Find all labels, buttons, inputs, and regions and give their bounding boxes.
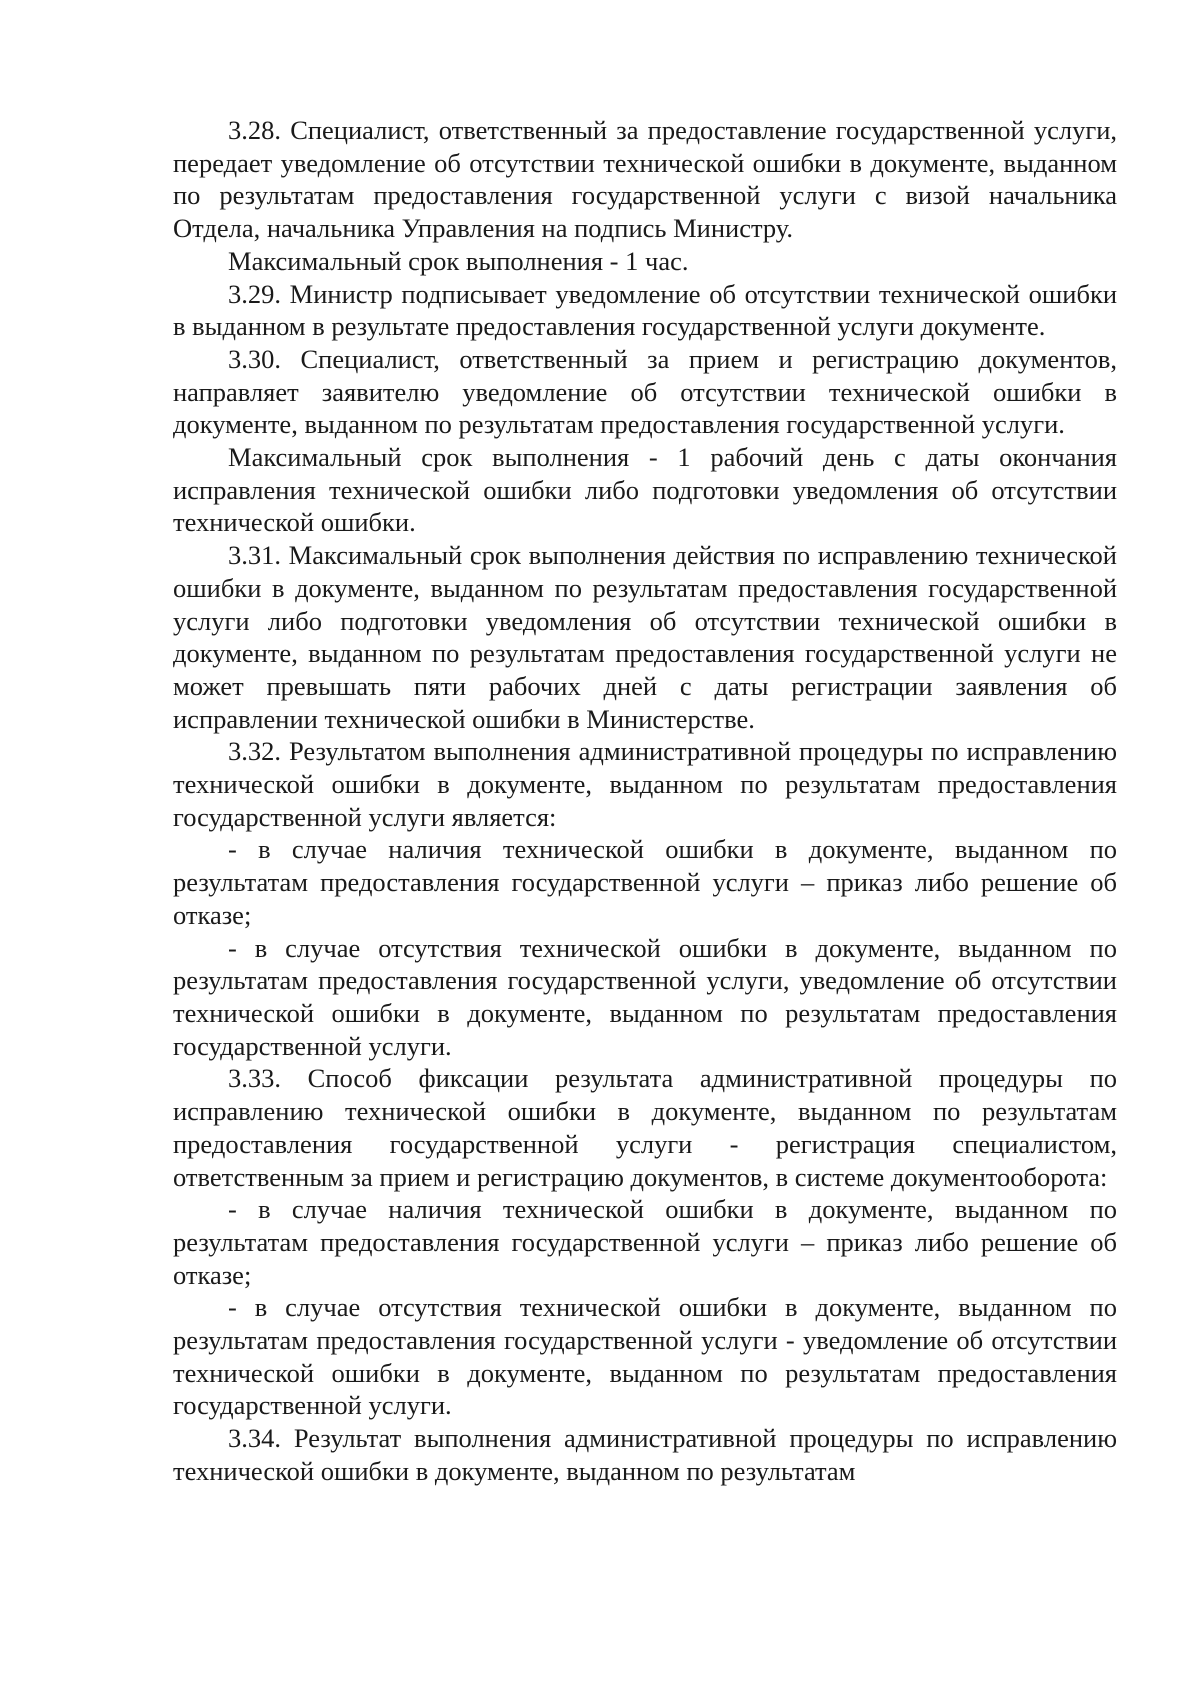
paragraph-3-34: 3.34. Результат выполнения административной процедуры по исправлению технической ошибки в документе, выданном по результатам: [173, 1423, 1117, 1486]
paragraph-3-29: 3.29. Министр подписывает уведомление об отсутствии технической ошибки в выданном в результате предоставления государственной услуги документе.: [173, 278, 1117, 342]
paragraph-3-32: 3.32. Результатом выполнения административной процедуры по исправлению технической ошибки в документе, выданном по результатам предоставления государственной услуги является:: [173, 736, 1117, 832]
paragraph-3-30: 3.30. Специалист, ответственный за прием и регистрацию документов, направляет заявителю уведомление об отсутствии технической ошибки в документе, выданном по результатам предоставления государственной услуги.: [173, 343, 1117, 440]
paragraph-3-28-deadline: Максимальный срок выполнения - 1 час.: [228, 245, 689, 276]
paragraph-3-28: 3.28. Специалист, ответственный за предоставление государственной услуги, передает уведомление об отсутствии технической ошибки в документе, выданном по результатам предоставления государственной услуги с визой начальника Отдела, начальника Управления на подпись Министру.: [173, 115, 1117, 244]
paragraph-3-33-item-error: - в случае наличия технической ошибки в документе, выданном по результатам предоставления государственной услуги – приказ либо решение об отказе;: [173, 1194, 1117, 1290]
paragraph-3-32-item-no-error: - в случае отсутствия технической ошибки в документе, выданном по результатам предоставления государственной услуги, уведомление об отсутствии технической ошибки в документе, выданном по результатам предоставления государственной услуги.: [173, 932, 1117, 1061]
document-body: [173, 114, 1117, 1488]
paragraph-3-33: 3.33. Способ фиксации результата административной процедуры по исправлению технической ошибки в документе, выданном по результатам предоставления государственной услуги - регистрация специалистом, ответственным за прием и регистрацию документов, в системе документооборота:: [173, 1063, 1117, 1192]
paragraph-3-30-deadline: Максимальный срок выполнения - 1 рабочий день с даты окончания исправления технической ошибки либо подготовки уведомления об отсутствии технической ошибки.: [173, 442, 1117, 538]
paragraph-3-33-item-no-error: - в случае отсутствия технической ошибки в документе, выданном по результатам предоставления государственной услуги - уведомление об отсутствии технической ошибки в документе, выданном по результатам предоставления государственной услуги.: [173, 1292, 1117, 1421]
paragraph-3-32-item-error: - в случае наличия технической ошибки в документе, выданном по результатам предоставления государственной услуги – приказ либо решение об отказе;: [173, 834, 1117, 930]
paragraph-3-31: 3.31. Максимальный срок выполнения действия по исправлению технической ошибки в документе, выданном по результатам предоставления государственной услуги либо подготовки уведомления об отсутствии технической ошибки в документе, выданном по результатам предоставления государственной услуги не может превышать пяти рабочих дней с даты регистрации заявления об исправлении технической ошибки в Министерстве.: [173, 540, 1117, 734]
